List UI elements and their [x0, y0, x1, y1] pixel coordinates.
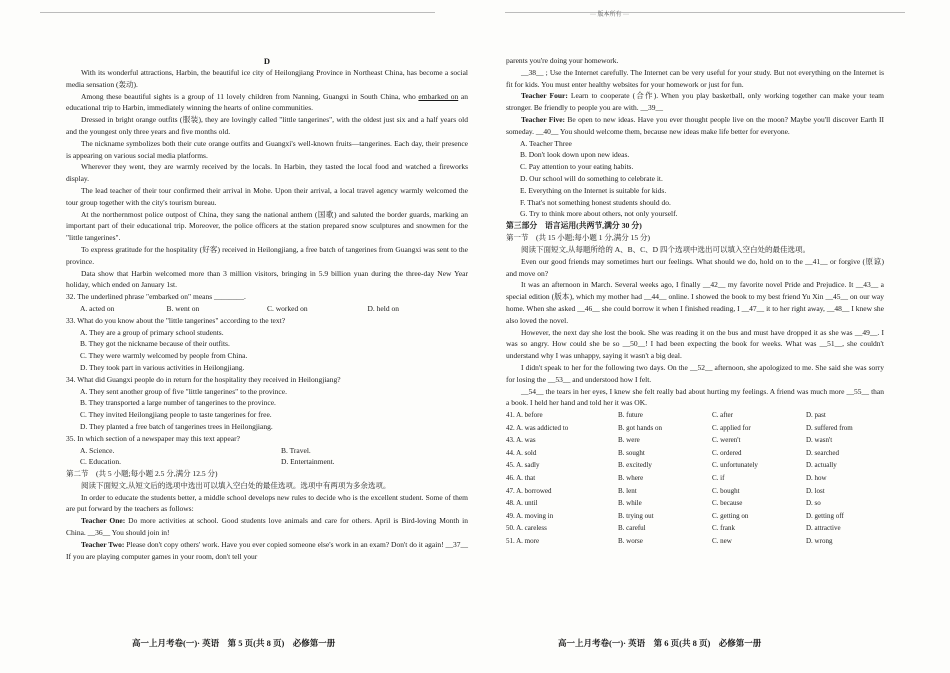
- answer-option: B. where: [618, 474, 644, 483]
- answer-option: C. unfortunately: [712, 461, 758, 470]
- option: A. acted on: [80, 303, 115, 313]
- top-header-garble: ··· 版本所有 ···: [590, 12, 629, 18]
- teacher-five-text: Be open to new ideas. Have you ever thought people live on the moon? Maybe you'll discover Earth II someday. __40__ You should welcome them, because new ideas make life better for everyone.: [506, 114, 884, 136]
- answer-option: B. while: [618, 499, 642, 508]
- answer-option: D. getting off: [806, 511, 844, 520]
- teacher-two-label: Teacher Two:: [81, 539, 125, 549]
- answer-option: 48. A. until: [506, 499, 538, 508]
- teacher-four-label: Teacher Four:: [521, 91, 568, 101]
- answer-option: 44. A. sold: [506, 448, 537, 457]
- answer-option: B. got hands on: [618, 423, 662, 432]
- teacher-two-text: Please don't copy others' work. Have you ever copied someone else's work in an exam? Don't do it again! __37__ If you are playing computer games in your room, don't tell your: [66, 539, 469, 561]
- answer-option: D. actually: [806, 461, 837, 470]
- cloze-paragraph: I didn't speak to her for the following two days. On the __52__ afternoon, she apologized to me. She said she was sorry for losing the __53__ and understood how I felt.: [506, 362, 884, 384]
- answer-row: [506, 510, 884, 523]
- passage-paragraph: The lead teacher of their tour confirmed their arrival in Mohe. Upon their arrival, a local travel agency warmly welcomed the tour group together with the city's tourism bureau.: [66, 185, 468, 207]
- passage-paragraph: With its wonderful attractions, Harbin, the beautiful ice city of Heilongjiang Province in Northeast China, has become a social media sensation (轰动).: [66, 68, 468, 89]
- option: B. went on: [166, 303, 200, 313]
- cloze-paragraph: However, the next day she lost the book. She was reading it on the bus and must have dropped it as she was __49__. I was so angry. How could she be so __50__! I had been expecting the book for weeks. What was __51__, she couldn't understand why I was unhappy, saying it wasn't a big deal.: [506, 327, 884, 361]
- answer-row: [506, 409, 884, 422]
- answer-option: C. applied for: [712, 423, 751, 432]
- question-34-stem: 34. What did Guangxi people do in return for the hospitality they received in Heilongjiang?: [66, 374, 341, 384]
- answer-option: B. careful: [618, 524, 646, 533]
- answer-option: 47. A. borrowed: [506, 486, 552, 495]
- teacher-five-label: Teacher Five:: [521, 114, 566, 124]
- answer-row: [506, 422, 884, 435]
- option: D. They took part in various activities in Heilongjiang.: [80, 362, 245, 372]
- answer-option: C. because: [712, 499, 743, 508]
- teacher-two-paragraph: [66, 539, 468, 563]
- passage-paragraph: Among these beautiful sights is a group of 11 lovely children from Nanning, Guangxi in South China, who embarked on an educational trip to Harbin, immediately winning the hearts of online communities.: [66, 91, 468, 113]
- teacher-one-text: Do more activities at school. Good students love animals and care for others. April is Bird-loving Month in China. __36__ You should join in!: [66, 516, 469, 538]
- answer-option: B. lent: [618, 486, 637, 495]
- passage-paragraph: To express gratitude for the hospitality (好客) received in Heilongjiang, a free batch of tangerines from Guangxi was sent to the province.: [66, 244, 468, 266]
- footer-right: 高一上月考卷(一)· 英语 第 6 页(共 8 页) 必修第一册: [558, 638, 762, 648]
- answer-option: 49. A. moving in: [506, 511, 554, 520]
- answer-option: C. bought: [712, 486, 740, 495]
- teacher-one-label: Teacher One:: [81, 516, 126, 526]
- option: B. They got the nickname because of their outfits.: [80, 339, 230, 349]
- right-page: [480, 0, 950, 673]
- continued-text: parents you're doing your homework.: [506, 56, 619, 65]
- question-33-stem: 33. What do you know about the "little tangerines" according to the text?: [66, 315, 286, 325]
- section-2-option: F. That's not something honest students should do.: [520, 197, 671, 207]
- cloze-paragraph: __54__ the tears in her eyes, I knew she felt really bad about hurting my feelings. A friend was much more __55__ than a book. I held her hand and told her it was OK.: [506, 386, 884, 408]
- answer-option: D. suffered from: [806, 423, 853, 432]
- answer-row: [506, 447, 884, 460]
- answer-option: 41. A. before: [506, 411, 543, 420]
- section-2-option: G. Try to think more about others, not only yourself.: [520, 209, 678, 219]
- answer-option: D. attractive: [806, 524, 841, 533]
- answer-option: C. if: [712, 474, 725, 483]
- cloze-answer-options: [506, 409, 884, 548]
- section-2-title: 第二节 (共 5 小题;每小题 2.5 分,满分 12.5 分): [66, 469, 218, 479]
- answer-option: 51. A. more: [506, 537, 540, 546]
- option: C. They were warmly welcomed by people from China.: [80, 351, 248, 361]
- passage-paragraph: Wherever they went, they are warmly received by the locals. In Harbin, they tasted the local food and watched a fireworks display.: [66, 162, 468, 184]
- option: A. They are a group of primary school students.: [80, 327, 224, 337]
- section-2-option: C. Pay attention to your eating habits.: [520, 162, 634, 172]
- teacher-five-paragraph: [506, 114, 884, 138]
- question-35-options: [66, 445, 468, 457]
- answer-option: B. excitedly: [618, 461, 652, 470]
- answer-option: C. after: [712, 411, 733, 420]
- option: C. Education.: [80, 457, 122, 467]
- teacher-one-paragraph: [66, 515, 468, 539]
- option: A. They sent another group of five "little tangerines" to the province.: [80, 386, 287, 396]
- part-3-instructions: 阅读下面短文,从每题所给的 A、B、C、D 四个选项中选出可以填入空白处的最佳选项。: [521, 244, 810, 254]
- footer-left: 高一上月考卷(一)· 英语 第 5 页(共 8 页) 必修第一册: [132, 638, 336, 648]
- section-2-option: A. Teacher Three: [520, 138, 572, 148]
- answer-option: D. past: [806, 411, 826, 420]
- answer-option: 45. A. sadly: [506, 461, 540, 470]
- answer-option: D. lost: [806, 486, 825, 495]
- answer-option: C. getting on: [712, 511, 749, 520]
- section-2-intro: In order to educate the students better, a middle school develops new rules to decide who is the excellent student. Some of them are put forward by the teachers as follows:: [66, 492, 468, 514]
- answer-option: C. frank: [712, 524, 735, 533]
- answer-option: D. wrong: [806, 537, 833, 546]
- answer-option: B. worse: [618, 537, 643, 546]
- answer-option: D. searched: [806, 448, 840, 457]
- answer-option: B. were: [618, 436, 640, 445]
- section-2-option: B. Don't look down upon new ideas.: [520, 150, 630, 160]
- part-3-title: 第三部分 语言运用(共两节,满分 30 分): [506, 221, 642, 231]
- answer-option: B. sought: [618, 448, 645, 457]
- answer-row: [506, 459, 884, 472]
- passage-paragraph: Dressed in bright orange outfits (服装), they are lovingly called "little tangerines", with the oldest just six and a half years old and the youngest only three years and five months old.: [66, 115, 468, 136]
- continued-text: __38__ ; Use the Internet carefully. The Internet can be very useful for your study. But not everything on the Internet is fit for kids. You must enter healthy websites for your homework or just for fun.: [506, 67, 884, 89]
- teacher-four-paragraph: [506, 90, 884, 114]
- section-2-instructions: 阅读下面短文,从短文后的选项中选出可以填入空白处的最佳选项。选项中有两项为多余选项。: [81, 480, 391, 490]
- question-35-stem: 35. In which section of a newspaper may this text appear?: [66, 433, 240, 443]
- question-32-stem: 32. The underlined phrase "embarked on" means ________.: [66, 292, 246, 302]
- answer-option: D. so: [806, 499, 821, 508]
- answer-row: [506, 434, 884, 447]
- question-32-options: [66, 303, 468, 315]
- cloze-paragraph: It was an afternoon in March. Several weeks ago, I finally __42__ my favorite novel Pride and Prejudice. It __43__ a special edition (版本), which my mother had __44__ online. I showed the book to my best friend Yu Xin __45__ on our way home. When she asked __46__ she could borrow it when I finished reading, I __47__ it to her right away, __48__ I knew she also loved the novel.: [506, 280, 884, 325]
- section-2-option: E. Everything on the Internet is suitable for kids.: [520, 185, 667, 195]
- section-2-option: D. Our school will do something to celebrate it.: [520, 173, 663, 183]
- answer-row: [506, 497, 884, 510]
- answer-option: C. ordered: [712, 448, 742, 457]
- option: D. They planted a free batch of tangerines trees in Heilongjiang.: [80, 421, 273, 431]
- answer-option: D. how: [806, 474, 827, 483]
- passage-title: D: [263, 56, 271, 66]
- option: B. They transported a large number of tangerines to the province.: [80, 398, 276, 408]
- option: D. held on: [367, 303, 399, 313]
- passage-paragraph: The nickname symbolizes both their cute orange outfits and Guangxi's well-known fruits—tangerines. Each day, their presence is appearing on various social media platforms.: [66, 138, 468, 160]
- answer-option: 50. A. careless: [506, 524, 547, 533]
- option: C. They invited Heilongjiang people to taste tangerines for free.: [80, 410, 272, 420]
- answer-row: [506, 485, 884, 498]
- option: D. Entertainment.: [281, 457, 335, 467]
- answer-option: 42. A. was addicted to: [506, 423, 569, 432]
- answer-option: B. future: [618, 411, 643, 420]
- teacher-four-text: Learn to cooperate (合作). When you play basketball, only working together can make your team stronger. Be friendly to people you are with. __39__: [506, 91, 884, 113]
- part-3-section-1-title: 第一节 (共 15 小题;每小题 1 分,满分 15 分): [506, 233, 650, 243]
- passage-paragraph: Data show that Harbin welcomed more than 3 million visitors, bringing in 5.9 billion yuan during the three-day New Year holiday, which ended on January 1st.: [66, 268, 468, 290]
- answer-option: C. weren't: [712, 436, 741, 445]
- answer-row: [506, 522, 884, 535]
- option: C. worked on: [267, 303, 308, 313]
- answer-option: C. new: [712, 537, 732, 546]
- option: B. Travel.: [281, 445, 311, 455]
- option: A. Science.: [80, 445, 115, 455]
- answer-option: 43. A. was: [506, 436, 536, 445]
- answer-option: 46. A. that: [506, 474, 536, 483]
- answer-row: [506, 535, 884, 548]
- cloze-paragraph: Even our good friends may sometimes hurt our feelings. What should we do, hold on to the __41__ or forgive (原谅) and move on?: [506, 256, 884, 278]
- answer-option: D. wasn't: [806, 436, 833, 445]
- answer-row: [506, 472, 884, 485]
- answer-option: B. trying out: [618, 511, 654, 520]
- question-35-options: [66, 456, 468, 468]
- passage-paragraph: At the northernmost police outpost of China, they sang the national anthem (国歌) and saluted the border guards, marking an important part of their educational trip. Moreover, the police officers at the station prepared snow sculptures and snowmen for the "little tangerines".: [66, 209, 468, 243]
